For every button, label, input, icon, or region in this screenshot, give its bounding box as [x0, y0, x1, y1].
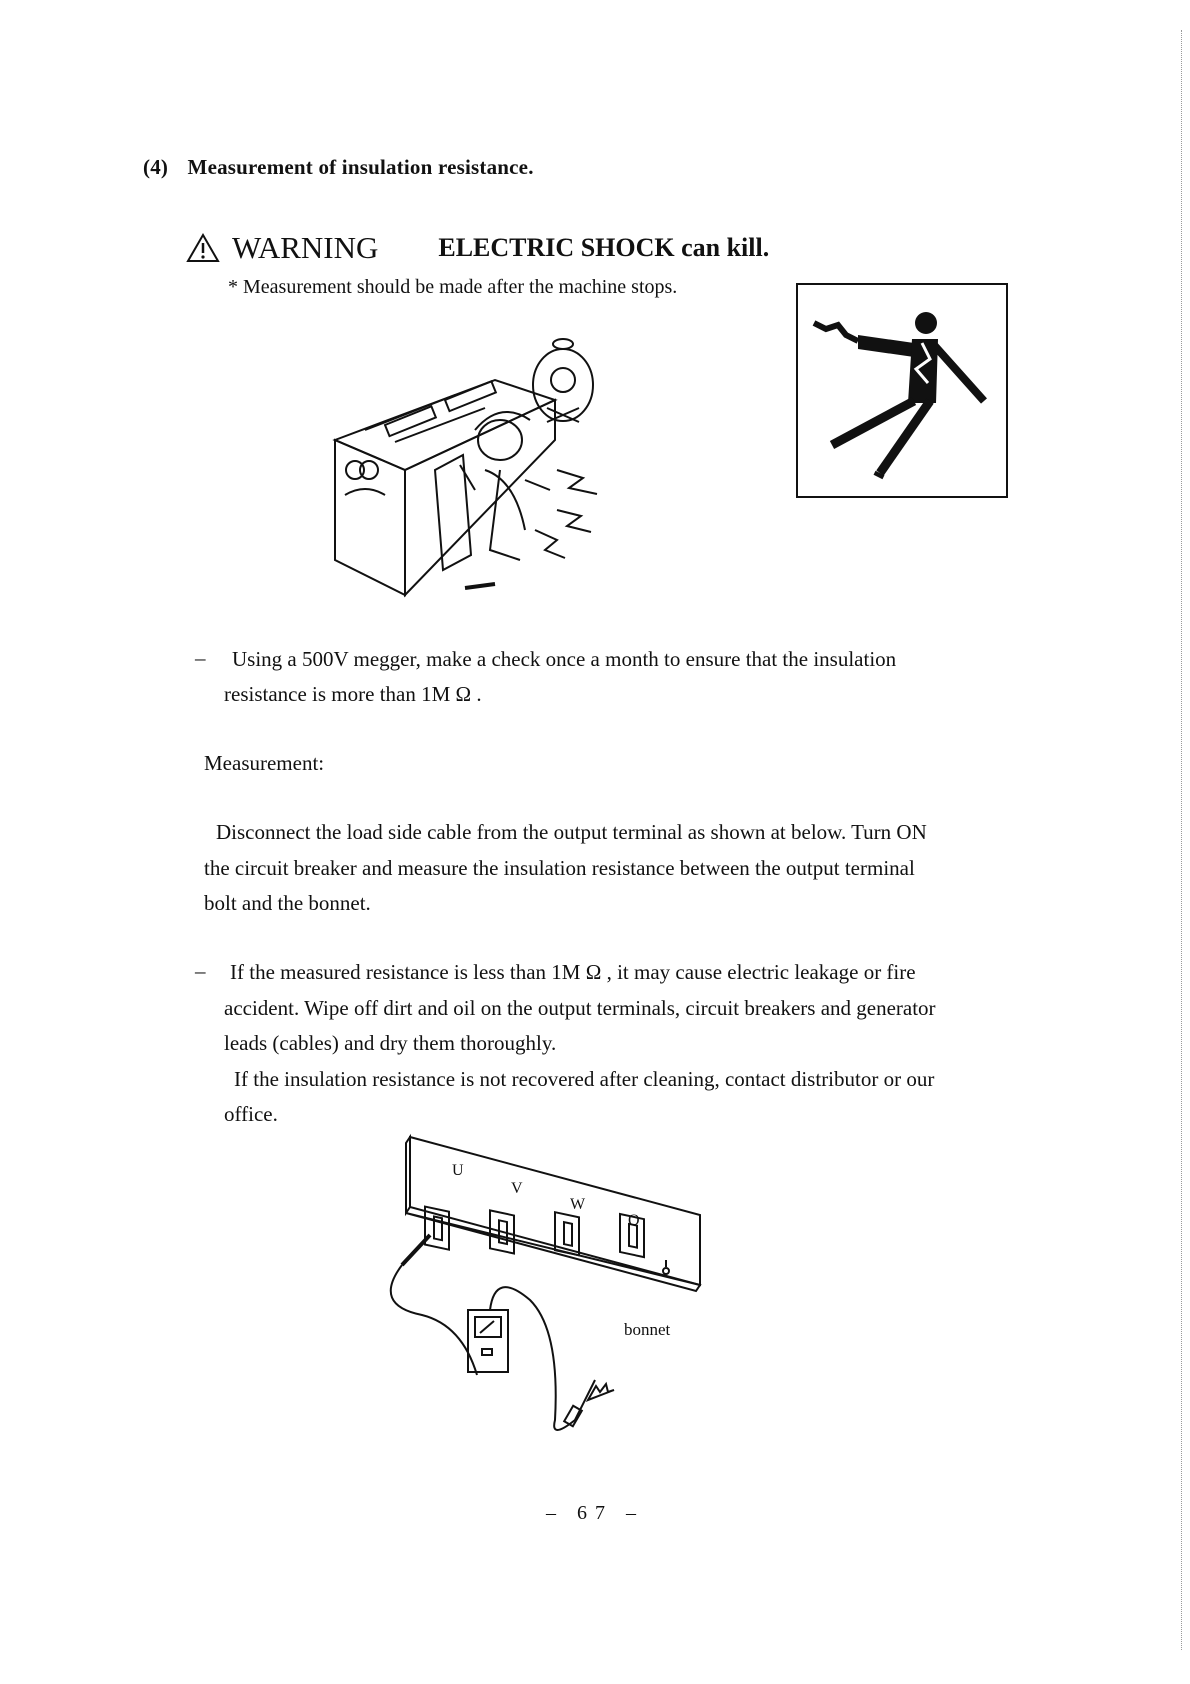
electrocution-cartoon — [325, 330, 645, 600]
section-number: (4) — [143, 155, 169, 179]
leakage-bullet: – — [195, 959, 206, 983]
terminal-label-w: W — [570, 1196, 586, 1213]
warning-note: * Measurement should be made after the machine stops. — [228, 276, 678, 298]
check-bullet: – — [195, 646, 206, 670]
bonnet-label: bonnet — [624, 1320, 671, 1339]
section-heading — [143, 155, 534, 180]
warning-label: WARNING — [232, 230, 379, 265]
check-line-1: Using a 500V megger, make a check once a month to ensure that the insulation — [232, 647, 897, 671]
check-line-2: resistance is more than 1M Ω . — [224, 682, 482, 706]
terminal-label-o: O — [628, 1212, 640, 1229]
warning-row — [186, 228, 769, 268]
leakage-line-3: leads (cables) and dry them thoroughly. — [224, 1031, 557, 1055]
terminal-label-u: U — [452, 1162, 464, 1179]
measurement-line-3: bolt and the bonnet. — [204, 891, 371, 915]
warning-triangle-icon — [186, 233, 220, 263]
measurement-line-2: the circuit breaker and measure the insulation resistance between the output terminal — [204, 856, 915, 880]
leakage-line-1: If the measured resistance is less than 1M Ω , it may cause electric leakage or fire — [230, 960, 916, 984]
terminal-label-v: V — [511, 1180, 523, 1197]
page-number: – 67 – — [546, 1502, 644, 1524]
section-title: Measurement of insulation resistance. — [187, 155, 534, 179]
leakage-line-5: office. — [224, 1102, 278, 1126]
warning-message: ELECTRIC SHOCK can kill. — [438, 233, 770, 262]
scan-edge-divider — [1181, 30, 1182, 1650]
leakage-line-4: If the insulation resistance is not recovered after cleaning, contact distributor or our — [234, 1067, 935, 1091]
terminal-diagram — [380, 1135, 710, 1435]
measurement-label: Measurement: — [204, 751, 325, 775]
electric-shock-pictogram — [796, 283, 1008, 498]
measurement-line-1: Disconnect the load side cable from the output terminal as shown at below. Turn ON — [216, 820, 927, 844]
leakage-line-2: accident. Wipe off dirt and oil on the output terminals, circuit breakers and generator — [224, 996, 936, 1020]
